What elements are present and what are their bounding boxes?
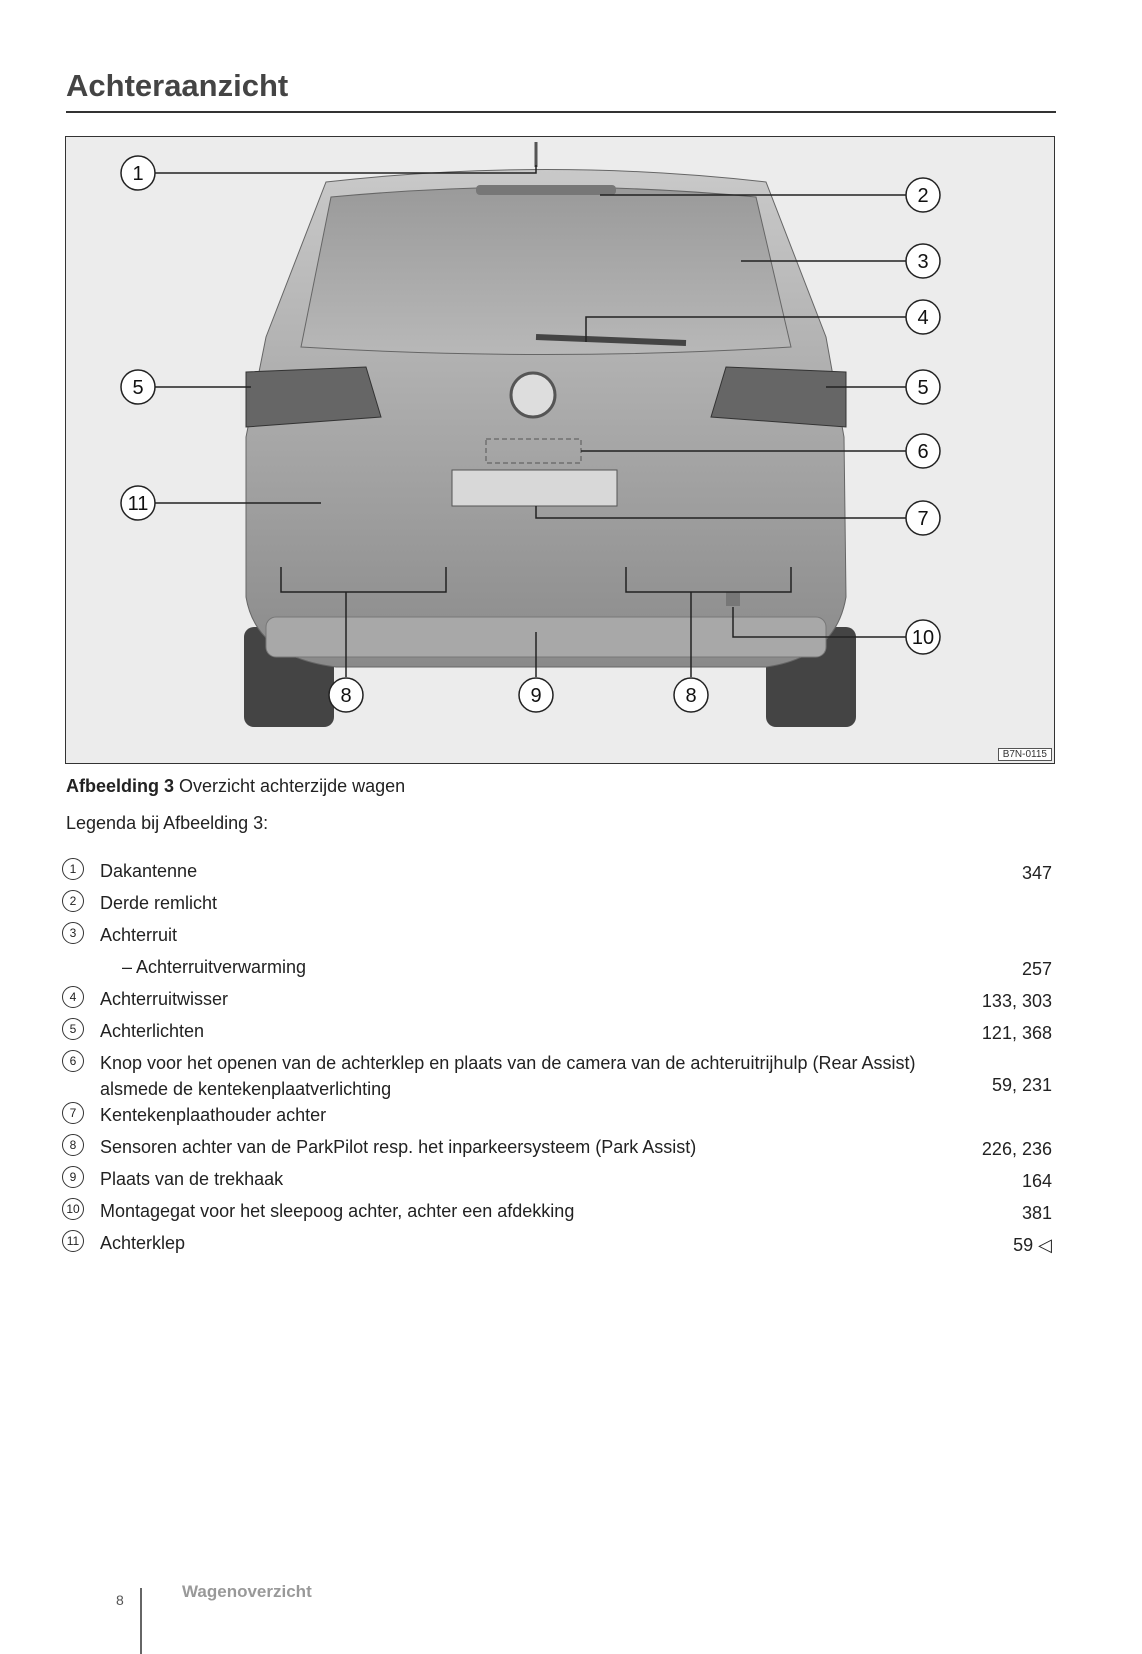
svg-text:10: 10 bbox=[911, 627, 935, 649]
svg-text:9: 9 bbox=[530, 685, 542, 707]
callout-8-right bbox=[674, 678, 708, 712]
caption-text: Overzicht achterzijde wagen bbox=[179, 776, 406, 796]
callout-3 bbox=[906, 244, 940, 278]
callout-10 bbox=[906, 620, 940, 654]
title-rule bbox=[66, 111, 1056, 113]
legend-number-icon: 10 bbox=[62, 1198, 84, 1220]
svg-text:8: 8 bbox=[685, 685, 697, 707]
legend-number-icon: 3 bbox=[62, 922, 84, 944]
legend-label: Achterruitwisser bbox=[100, 989, 229, 1009]
legend-page-ref[interactable]: 257 bbox=[1021, 959, 1052, 979]
svg-text:8: 8 bbox=[340, 685, 352, 707]
callout-1 bbox=[121, 156, 155, 190]
callout-5-right bbox=[906, 370, 940, 404]
legend-label: Knop voor het openen van de achterklep en plaats van de camera van de achteruitrijhulp (Rear Assist) alsmede de kentekenplaatverlichting bbox=[100, 1053, 916, 1099]
svg-text:6: 6 bbox=[917, 441, 929, 463]
legend-intro: Legenda bij Afbeelding 3: bbox=[66, 813, 269, 833]
legend-label: Achterklep bbox=[100, 1233, 186, 1253]
svg-text:5: 5 bbox=[132, 377, 144, 399]
legend-page-ref[interactable]: 59, 231 bbox=[991, 1075, 1052, 1095]
callout-6 bbox=[906, 434, 940, 468]
legend-number-icon: 4 bbox=[62, 986, 84, 1008]
legend-list bbox=[62, 858, 1052, 1262]
legend-item bbox=[62, 1018, 1052, 1050]
legend-page-ref[interactable]: 226, 236 bbox=[981, 1139, 1052, 1159]
legend-label: – Achterruitverwarming bbox=[122, 957, 307, 977]
legend-item bbox=[62, 986, 1052, 1018]
legend-number-icon: 9 bbox=[62, 1166, 84, 1188]
legend-number-icon: 7 bbox=[62, 1102, 84, 1124]
callout-7 bbox=[906, 501, 940, 535]
legend-number-icon: 6 bbox=[62, 1050, 84, 1072]
svg-text:2: 2 bbox=[917, 185, 929, 207]
legend-label: Kentekenplaathouder achter bbox=[100, 1105, 327, 1125]
svg-text:5: 5 bbox=[917, 377, 929, 399]
callout-2 bbox=[906, 178, 940, 212]
legend-label: Derde remlicht bbox=[100, 893, 218, 913]
figure-rear-view bbox=[65, 136, 1055, 764]
legend-number-icon: 2 bbox=[62, 890, 84, 912]
legend-page-ref[interactable]: 347 bbox=[1021, 863, 1052, 883]
legend-page-ref[interactable]: 164 bbox=[1021, 1171, 1052, 1191]
legend-item bbox=[62, 1198, 1052, 1230]
legend-label: Sensoren achter van de ParkPilot resp. het inparkeersysteem (Park Assist) bbox=[100, 1137, 697, 1157]
legend-item bbox=[62, 1102, 1052, 1134]
callout-11 bbox=[121, 486, 155, 520]
legend-item bbox=[62, 858, 1052, 890]
legend-label: Achterlichten bbox=[100, 1021, 205, 1041]
figure-code: B7N-0115 bbox=[998, 748, 1052, 761]
legend-item bbox=[62, 922, 1052, 954]
legend-item bbox=[62, 954, 1052, 986]
caption-label: Afbeelding 3 bbox=[66, 776, 175, 796]
callout-4 bbox=[906, 300, 940, 334]
legend-page-ref[interactable]: 121, 368 bbox=[981, 1023, 1052, 1043]
footer-divider bbox=[140, 1588, 142, 1654]
legend-label: Achterruit bbox=[100, 925, 178, 945]
svg-text:11: 11 bbox=[127, 493, 149, 515]
legend-number-icon: 8 bbox=[62, 1134, 84, 1156]
legend-item bbox=[62, 1050, 1052, 1102]
svg-text:1: 1 bbox=[132, 163, 144, 185]
section-title: Wagenoverzicht bbox=[182, 1582, 312, 1601]
car-rear-illustration bbox=[66, 137, 1054, 763]
legend-label: Montagegat voor het sleepoog achter, achter een afdekking bbox=[100, 1201, 575, 1221]
figure-caption bbox=[66, 776, 405, 797]
legend-page-ref[interactable]: 381 bbox=[1021, 1203, 1052, 1223]
legend-number-icon: 11 bbox=[62, 1230, 84, 1252]
legend-number-icon: 1 bbox=[62, 858, 84, 880]
legend-page-ref[interactable]: 133, 303 bbox=[981, 991, 1052, 1011]
legend-item bbox=[62, 1166, 1052, 1198]
svg-text:7: 7 bbox=[917, 508, 929, 530]
legend-page-ref[interactable]: 59 ◁ bbox=[1013, 1235, 1052, 1255]
legend-item bbox=[62, 1134, 1052, 1166]
callout-8-left bbox=[329, 678, 363, 712]
svg-text:4: 4 bbox=[917, 307, 929, 329]
page-title: Achteraanzicht bbox=[66, 68, 289, 103]
legend-number-icon: 5 bbox=[62, 1018, 84, 1040]
svg-text:3: 3 bbox=[917, 251, 929, 273]
page-number: 8 bbox=[116, 1592, 124, 1608]
legend-label: Plaats van de trekhaak bbox=[100, 1169, 284, 1189]
legend-label: Dakantenne bbox=[100, 861, 198, 881]
callout-9 bbox=[519, 678, 553, 712]
legend-item bbox=[62, 890, 1052, 922]
legend-item bbox=[62, 1230, 1052, 1262]
callout-5-left bbox=[121, 370, 155, 404]
